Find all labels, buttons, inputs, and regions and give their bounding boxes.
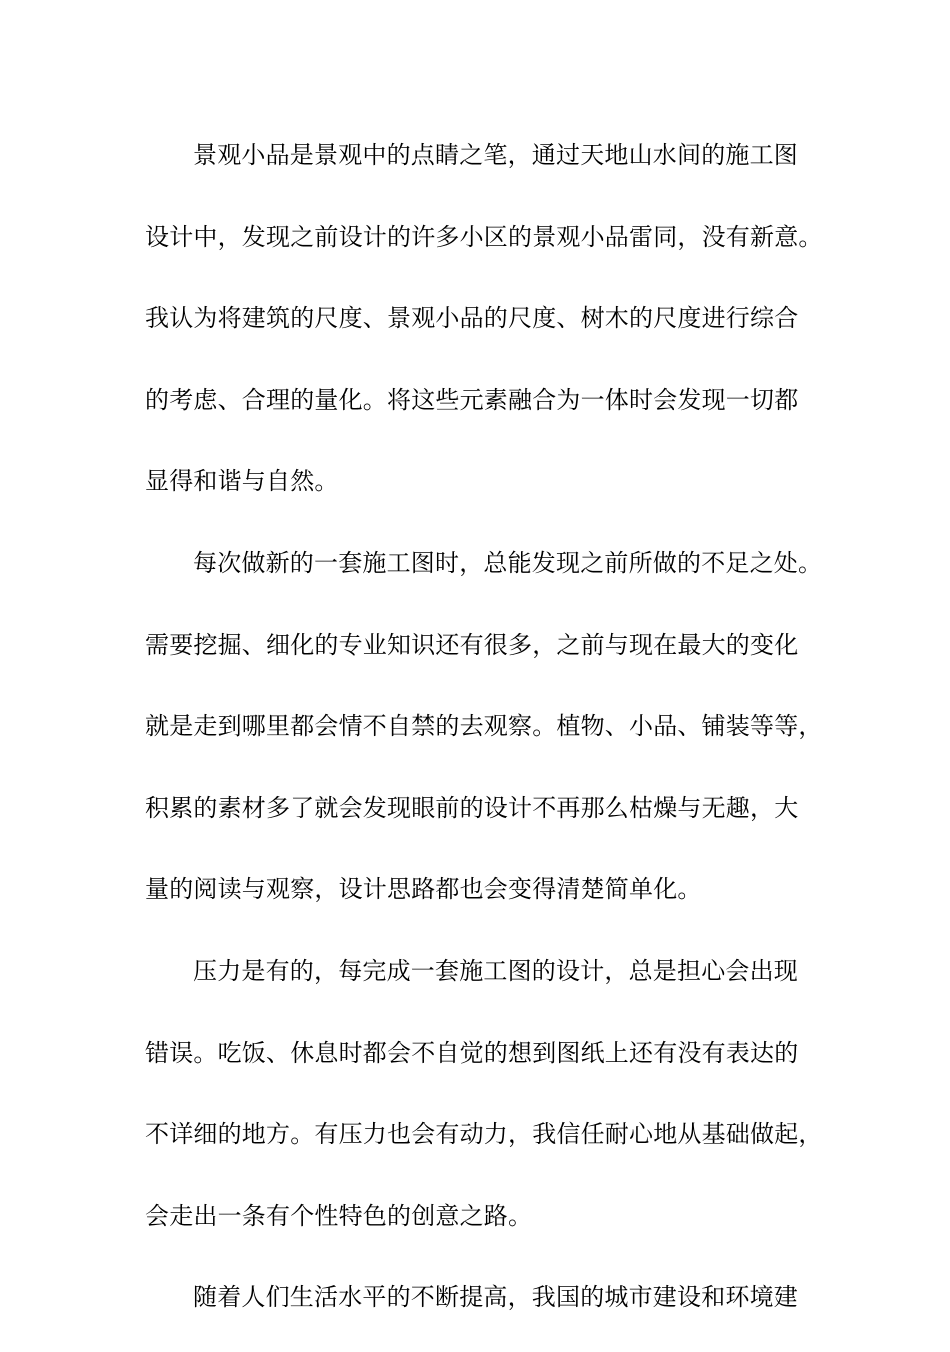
paragraph-1-line-5: 显得和谐与自然。 <box>145 467 339 496</box>
paragraph-2-line-1: 每次做新的一套施工图时，总能发现之前所做的不足之处。 <box>193 548 823 577</box>
paragraph-2-line-3: 就是走到哪里都会情不自禁的去观察。植物、小品、铺装等等， <box>145 712 823 741</box>
paragraph-3-line-2: 错误。吃饭、休息时都会不自觉的想到图纸上还有没有表达的 <box>145 1038 799 1067</box>
paragraph-3-line-1: 压力是有的，每完成一套施工图的设计，总是担心会出现 <box>193 956 798 985</box>
paragraph-3-line-4: 会走出一条有个性特色的创意之路。 <box>145 1201 533 1230</box>
paragraph-2-line-2: 需要挖掘、细化的专业知识还有很多，之前与现在最大的变化 <box>145 630 799 659</box>
paragraph-2-line-4: 积累的素材多了就会发现眼前的设计不再那么枯燥与无趣，大 <box>145 793 799 822</box>
body-text <box>145 128 823 1352</box>
paragraph-1-line-4: 的考虑、合理的量化。将这些元素融合为一体时会发现一切都 <box>145 385 799 414</box>
paragraph-4-line-1: 随着人们生活水平的不断提高，我国的城市建设和环境建 <box>193 1283 798 1312</box>
paragraph-1-line-2: 设计中，发现之前设计的许多小区的景观小品雷同，没有新意。 <box>145 222 823 251</box>
paragraph-1-line-3: 我认为将建筑的尺度、景观小品的尺度、树木的尺度进行综合 <box>145 304 799 333</box>
paragraph-3-line-3: 不详细的地方。有压力也会有动力，我信任耐心地从基础做起， <box>145 1120 823 1149</box>
paragraph-2-line-5: 量的阅读与观察，设计思路都也会变得清楚简单化。 <box>145 875 702 904</box>
paragraph-1-line-1: 景观小品是景观中的点睛之笔，通过天地山水间的施工图 <box>193 141 798 169</box>
